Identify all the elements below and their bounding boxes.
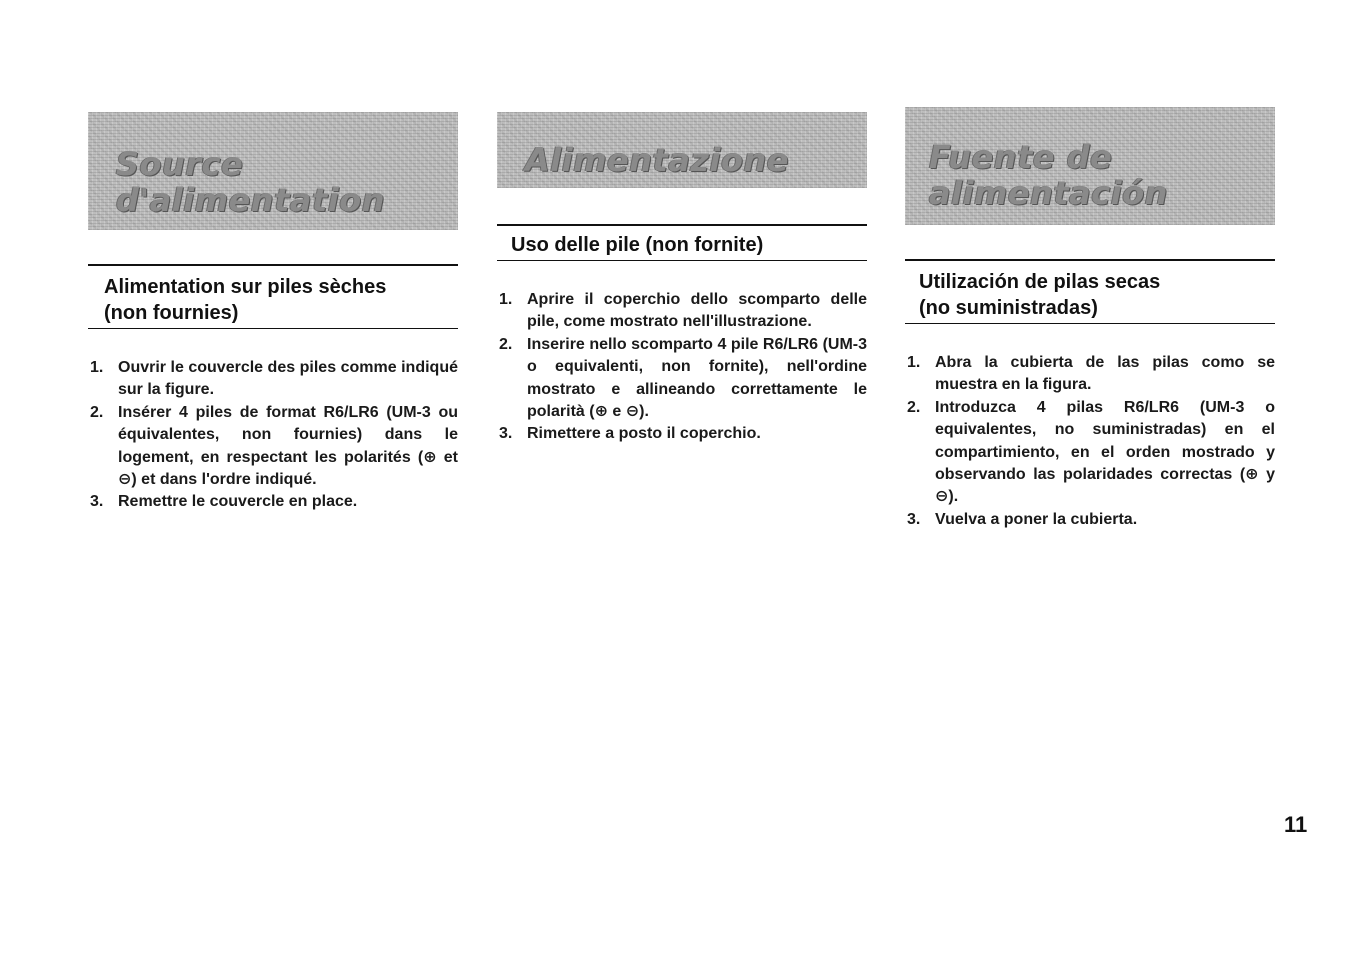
step-number: 2.	[499, 335, 513, 353]
step-text: Inserire nello scomparto 4 pile R6/LR6 (UM-3 o equivalenti, non fornite), nell'ordine mostrato e allineando correttamente le polarità (⊕ e ⊖).	[527, 335, 867, 421]
step-text: Rimettere a posto il coperchio.	[527, 425, 761, 443]
step-number: 2.	[907, 398, 921, 416]
step-number: 1.	[907, 354, 921, 371]
list-item	[88, 402, 458, 492]
step-text: Vuelva a poner la cubierta.	[935, 510, 1138, 528]
section-title: Alimentation sur piles sèches (non fournies)	[88, 264, 458, 329]
step-number: 3.	[907, 510, 921, 528]
list-item	[88, 491, 458, 513]
list-item	[497, 334, 867, 424]
column-italian	[497, 112, 867, 446]
column-spanish	[905, 107, 1275, 531]
page-number: 11	[1284, 812, 1308, 837]
step-number: 1.	[499, 291, 513, 308]
banner-title: Fuente de alimentación	[929, 138, 1168, 212]
steps-list	[497, 289, 867, 446]
section-banner	[88, 112, 458, 230]
step-text: Aprire il coperchio dello scomparto delle pile, come mostrato nell'illustrazione.	[527, 291, 867, 331]
step-number: 2.	[90, 403, 104, 421]
step-number: 3.	[499, 425, 513, 443]
step-text: Ouvrir le couvercle des piles comme indiqué sur la figure.	[118, 359, 458, 399]
section-title: Uso delle pile (non fornite)	[497, 224, 867, 261]
list-item	[905, 509, 1275, 531]
step-text: Abra la cubierta de las pilas como se muestra en la figura.	[935, 354, 1275, 394]
list-item	[905, 352, 1275, 397]
step-number: 3.	[90, 493, 104, 511]
step-text: Remettre le couvercle en place.	[118, 493, 358, 511]
column-french	[88, 112, 458, 514]
section-banner	[497, 112, 867, 188]
list-item	[497, 423, 867, 445]
section-title: Utilización de pilas secas (no suministradas)	[905, 259, 1275, 324]
step-text: Introduzca 4 pilas R6/LR6 (UM-3 o equivalentes, no suministradas) en el compartimiento, en el orden mostrado y observando las polaridades correctas (⊕ y ⊖).	[935, 398, 1275, 506]
step-number: 1.	[90, 359, 104, 376]
banner-title: Alimentazione	[525, 141, 789, 179]
banner-title: Source d'alimentation	[116, 145, 385, 219]
step-text: Insérer 4 piles de format R6/LR6 (UM-3 ou équivalentes, non fournies) dans le logement, en respectant les polarités (⊕ et ⊖) et dans l'ordre indiqué.	[118, 403, 458, 489]
section-banner	[905, 107, 1275, 225]
steps-list	[88, 357, 458, 514]
list-item	[905, 397, 1275, 509]
list-item	[88, 357, 458, 402]
steps-list	[905, 352, 1275, 531]
list-item	[497, 289, 867, 334]
